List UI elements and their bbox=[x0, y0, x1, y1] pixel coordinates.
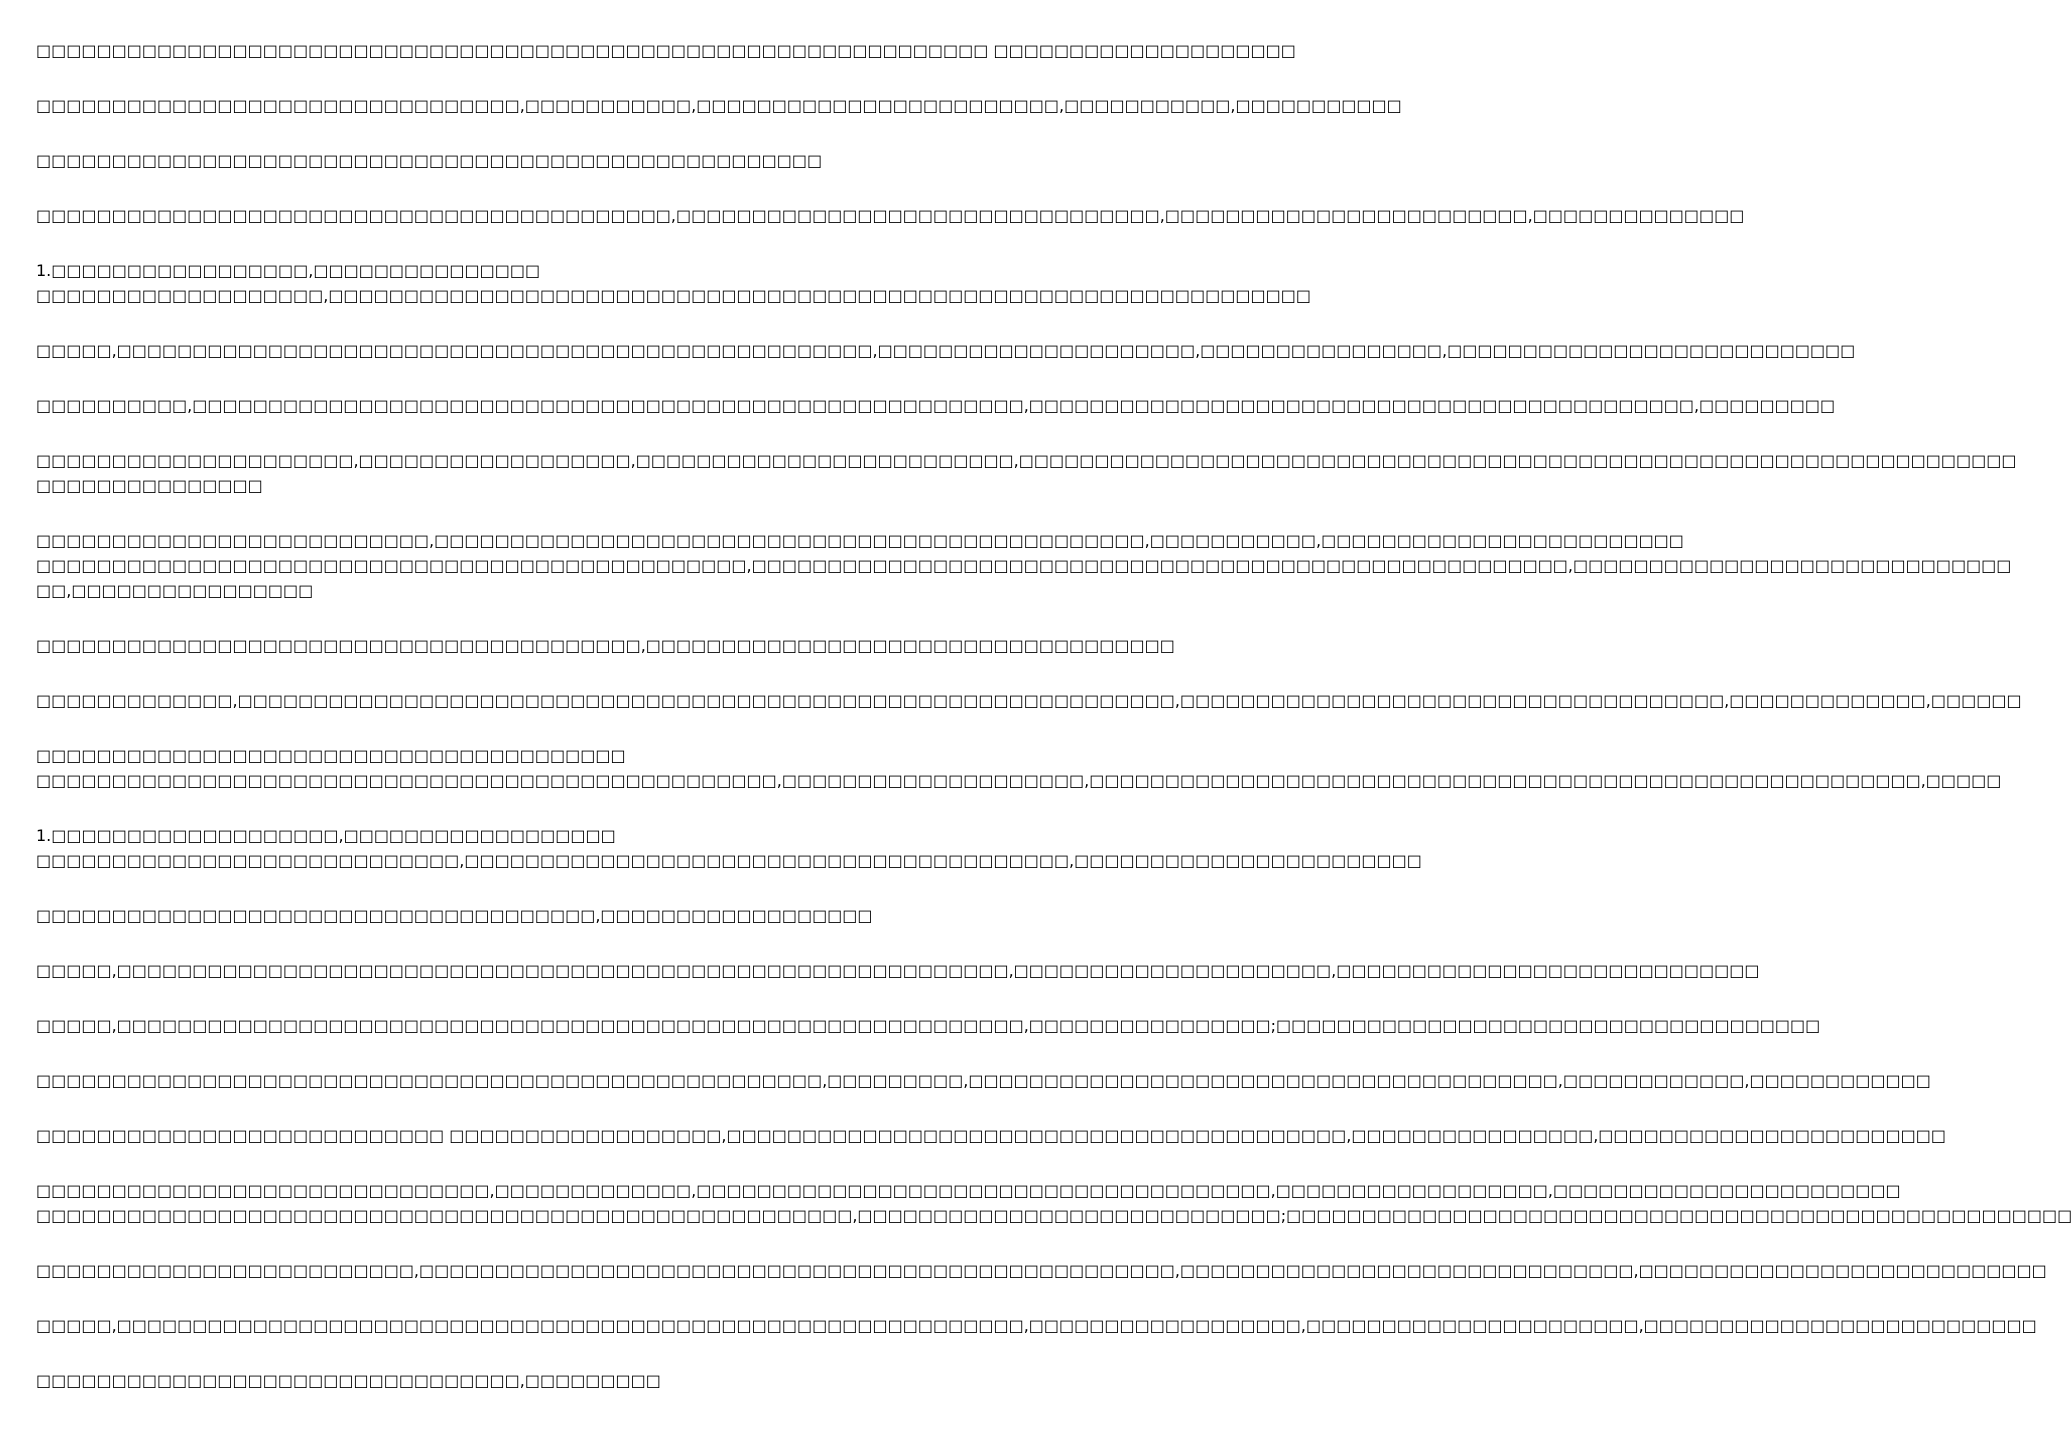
paragraph bbox=[36, 688, 2022, 713]
paragraph-line: □□□□□□□□□□□□□□□□□□□□□□□□□□□□□□□□□□□□□□□ bbox=[36, 746, 626, 765]
paragraph bbox=[36, 1068, 1931, 1093]
paragraph bbox=[36, 448, 2017, 498]
paragraph-line: □□□□□,□□□□□□□□□□□□□□□□□□□□□□□□□□□□□□□□□□□□□□□□□□□□□□□□□□□□□□□□□□□□,□□□□□□□□□□□□□□□□□□,□□□□□□□□□□□□□□□□□□□□□□,□□□□□□□□□□□□□□□□□□□□□□□□□□ bbox=[36, 1316, 2037, 1335]
paragraph bbox=[36, 1258, 2047, 1283]
paragraph-line: □□□□□□□□□□□□□□□□□□□□□□□□□□□□□□,□□□□□□□□□□□□□,□□□□□□□□□□□□□□□□□□□□□□□□□□□□□□□□□□□□□□,□□□□□□□□□□□□□□□□□□,□□□□□□□□□□□□□□□□□□□□□□□ bbox=[36, 1181, 1901, 1200]
paragraph-line: □□□□□□□□□□□□□□□□□□□□□□□□□□□□□□□□□□□□□□□□□□,□□□□□□□□□□□□□□□□□□□□□□□□□□□□□□□□,□□□□□□□□□□□□□□□□□□□□□□□□,□□□□□□□□□□□□□□ bbox=[36, 206, 1745, 225]
paragraph-line: □□□□□□□□□□□□□□□□□□□□□□□□□□□□□□□□,□□□□□□□□□ bbox=[36, 1371, 661, 1390]
paragraph bbox=[36, 203, 1745, 228]
paragraph-line: □□□□□□□□□□□□□□□□□□□□□□□□□□□□□□□□□□□□□□□□,□□□□□□□□□□□□□□□□□□□□□□□□□□□□□□□□□□□ bbox=[36, 636, 1175, 655]
paragraph-line: 1.□□□□□□□□□□□□□□□□□□□,□□□□□□□□□□□□□□□□□□ bbox=[36, 826, 616, 845]
paragraph-line: □□□□□□□□□□□□□□□□□□□□□□□□□□□□□□□□□□□□□□□□□□□□□□□□□□□□,□□□□□□□□□,□□□□□□□□□□□□□□□□□□□□□□□□□□□□□□□□□□□□□□□,□□□□□□□□□□□□,□□□□□□□□□□□□ bbox=[36, 1071, 1931, 1090]
paragraph-line: □□□□□□□□□□□□□□□□□□□□□,□□□□□□□□□□□□□□□□□□,□□□□□□□□□□□□□□□□□□□□□□□□□,□□□□□□□□□□□□□□□□□□□□□□□□□□□□□□□□□□□□□□□□□□□□□□□□□□□□□□□□□□□□□□□□□□ bbox=[36, 451, 2017, 470]
paragraph-line: □□□□□□□□□□□□□□□□□□□□□□□□□□□□□□□□,□□□□□□□□□□□,□□□□□□□□□□□□□□□□□□□□□□□□,□□□□□□□□□□□,□□□□□□□□□□□ bbox=[36, 96, 1402, 115]
paragraph bbox=[36, 93, 1402, 118]
paragraph bbox=[36, 38, 1296, 63]
paragraph bbox=[36, 338, 1856, 363]
paragraph-line: □□□□□□□□□□□□□,□□□□□□□□□□□□□□□□□□□□□□□□□□□□□□□□□□□□□□□□□□□□□□□□□□□□□□□□□□□□□□,□□□□□□□□□□□□□□□□□□□□□□□□□□□□□□□□□□□□,□□□□□□□□□□□□□,□□□□□□ bbox=[36, 691, 2022, 710]
paragraph bbox=[36, 393, 1836, 418]
paragraph-line: □□□□□□□□□□□□□□□□□□□□□□□□□□□□□□□□□□□□□□□□□□□□□□□□□□□□□□,□□□□□□□□□□□□□□□□□□□□□□□□□□□□;□□□□□□□□□□□□□□□□□□□□□□□□□□□□□□□□□□□□□□□□□□□□□□□□□□□□ bbox=[36, 1206, 2072, 1225]
paragraph-line: □□□□□,□□□□□□□□□□□□□□□□□□□□□□□□□□□□□□□□□□□□□□□□□□□□□□□□□□,□□□□□□□□□□□□□□□□□□□□□,□□□□□□□□□□□□□□□□,□□□□□□□□□□□□□□□□□□□□□□□□□□□ bbox=[36, 341, 1856, 360]
paragraph bbox=[36, 1313, 2037, 1338]
paragraph-line: □□□□□□□□□□□□□□□□□□□□□□□□□□□□□□□□□□□□□□□□□□□□□□□□□□□□ bbox=[36, 151, 823, 170]
paragraph-line: 1.□□□□□□□□□□□□□□□□□,□□□□□□□□□□□□□□□ bbox=[36, 261, 541, 280]
paragraph-line: □□□□□□□□□□□□□□□□□□□□□□□□□□□□□□□□□□□□□□□□□□□□□□□,□□□□□□□□□□□□□□□□□□□□□□□□□□□□□□□□□□□□□□□□□□□□□□□□□□□□□□,□□□□□□□□□□□□□□□□□□□□□□□□□□□□□ bbox=[36, 556, 2012, 575]
paragraph-line: □□□□□,□□□□□□□□□□□□□□□□□□□□□□□□□□□□□□□□□□□□□□□□□□□□□□□□□□□□□□□□□□□□,□□□□□□□□□□□□□□□□;□□□□□□□□□□□□□□□□□□□□□□□□□□□□□□□□□□□□ bbox=[36, 1016, 1821, 1035]
paragraph-line: □□□□□□□□□□□□□□□□□□□□□□□□□□□□□□□□□□□□□□□□□□□□□□□□□,□□□□□□□□□□□□□□□□□□□□,□□□□□□□□□□□□□□□□□□□□□□□□□□□□□□□□□□□□□□□□□□□□□□□□□□□□□□□,□□□□□ bbox=[36, 771, 2002, 790]
paragraph-line: □□□□□□□□□□□□□□□□□□□□□□□□□□□□,□□□□□□□□□□□□□□□□□□□□□□□□□□□□□□□□□□□□□□□□,□□□□□□□□□□□□□□□□□□□□□□□ bbox=[36, 851, 1422, 870]
paragraph-line: □□□□□□□□□□,□□□□□□□□□□□□□□□□□□□□□□□□□□□□□□□□□□□□□□□□□□□□□□□□□□□□□□□,□□□□□□□□□□□□□□□□□□□□□□□□□□□□□□□□□□□□□□□□□□□□,□□□□□□□□□ bbox=[36, 396, 1836, 415]
paragraph bbox=[36, 258, 1311, 308]
paragraph bbox=[36, 1123, 1946, 1148]
paragraph-line: □□□□□□□□□□□□□□□□□□□□□□□□□,□□□□□□□□□□□□□□□□□□□□□□□□□□□□□□□□□□□□□□□□□□□□□□□□□□,□□□□□□□□□□□□□□□□□□□□□□□□□□□□□□,□□□□□□□□□□□□□□□□□□□□□□□□□□□ bbox=[36, 1261, 2047, 1280]
paragraph bbox=[36, 148, 990, 173]
paragraph bbox=[36, 903, 990, 928]
paragraph-line: □□□□□,□□□□□□□□□□□□□□□□□□□□□□□□□□□□□□□□□□□□□□□□□□□□□□□□□□□□□□□□□□□,□□□□□□□□□□□□□□□□□□□□□,□□□□□□□□□□□□□□□□□□□□□□□□□□□□ bbox=[36, 961, 1760, 980]
paragraph-line: □□□□□□□□□□□□□□□□□□□□□□□□□□□□□□□□□□□□□,□□□□□□□□□□□□□□□□□□ bbox=[36, 906, 873, 925]
paragraph bbox=[36, 1013, 1821, 1038]
paragraph-line: □□□□□□□□□□□□□□□□□□□,□□□□□□□□□□□□□□□□□□□□□□□□□□□□□□□□□□□□□□□□□□□□□□□□□□□□□□□□□□□□□□□□□ bbox=[36, 286, 1311, 305]
paragraph-line: □□□□□□□□□□□□□□□ bbox=[36, 476, 263, 495]
paragraph bbox=[36, 823, 1422, 873]
paragraph-line: □□□□□□□□□□□□□□□□□□□□□□□□□□□ □□□□□□□□□□□□□□□□□□,□□□□□□□□□□□□□□□□□□□□□□□□□□□□□□□□□□□□□□□□□,□□□□□□□□□□□□□□□□,□□□□□□□□□□□□□□□□□□□□□□□ bbox=[36, 1126, 1946, 1145]
paragraph bbox=[36, 1368, 990, 1393]
paragraph bbox=[36, 1178, 2072, 1228]
paragraph-line: □□□□□□□□□□□□□□□□□□□□□□□□□□□□□□□□□□□□□□□□□□□□□□□□□□□□□□□□□□□□□□□ □□□□□□□□□□□□□□□□□□□□ bbox=[36, 41, 1296, 60]
document-body bbox=[36, 38, 2072, 1423]
paragraph bbox=[36, 633, 1175, 658]
paragraph bbox=[36, 958, 1760, 983]
paragraph-line: □□□□□□□□□□□□□□□□□□□□□□□□□□,□□□□□□□□□□□□□□□□□□□□□□□□□□□□□□□□□□□□□□□□□□□□□□□,□□□□□□□□□□□,□□□□□□□□□□□□□□□□□□□□□□□□ bbox=[36, 531, 1684, 550]
paragraph-line: □□,□□□□□□□□□□□□□□□□ bbox=[36, 581, 314, 600]
paragraph bbox=[36, 743, 2002, 793]
paragraph bbox=[36, 528, 2012, 603]
